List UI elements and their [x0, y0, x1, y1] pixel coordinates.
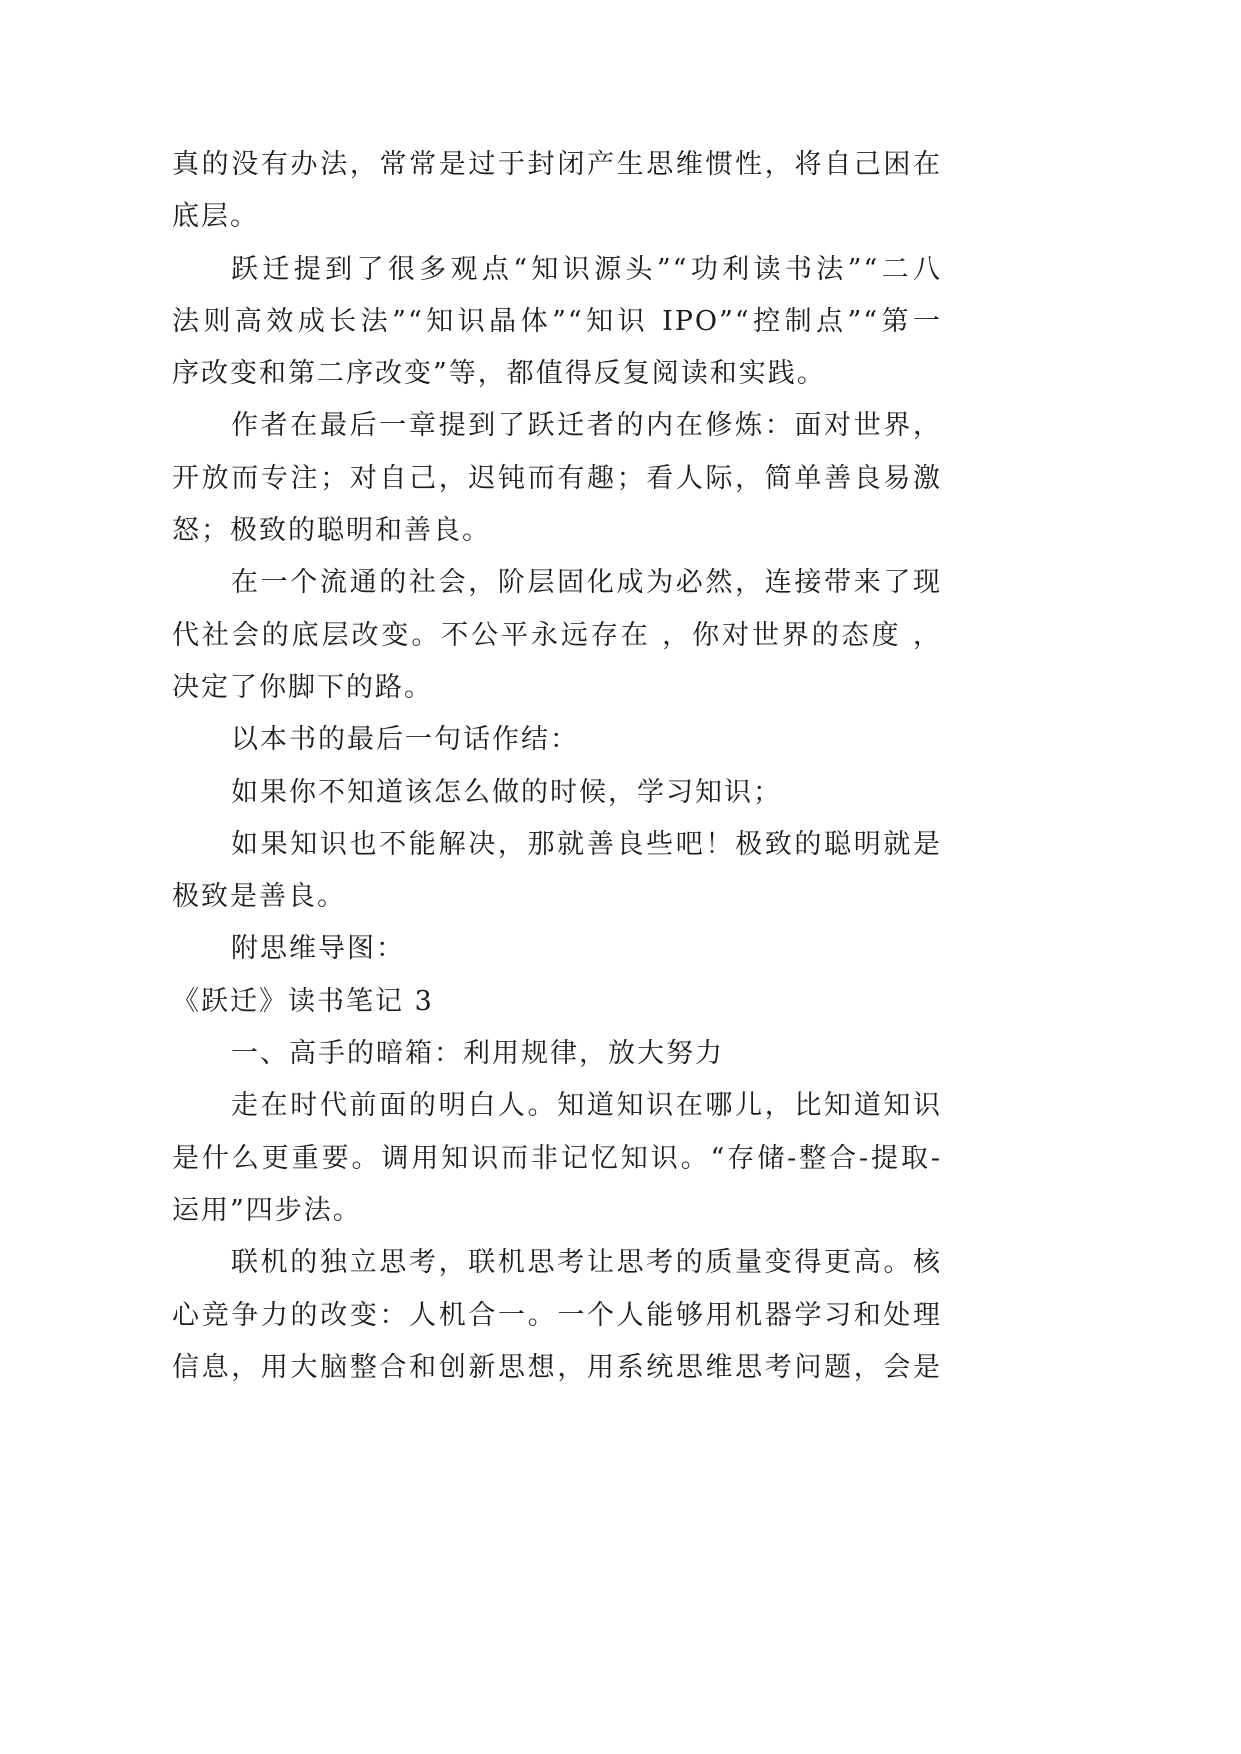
text-line: 是什么更重要。调用知识而非记忆知识。“存储-整合-提取- [172, 1142, 942, 1174]
paragraph [172, 923, 942, 975]
text-line: 底层。 [172, 201, 259, 233]
text-line: 附思维导图： [231, 933, 405, 965]
text-line: 序改变和第二序改变”等，都值得反复阅读和实践。 [172, 358, 826, 390]
text-line: 跃迁提到了很多观点“知识源头”“功利读书法”“二八 [231, 253, 942, 285]
text-line: 开放而专注；对自己，迟钝而有趣；看人际，简单善良易激 [172, 462, 942, 494]
text-line: 决定了你脚下的路。 [172, 671, 433, 703]
paragraph [172, 1080, 942, 1237]
text-line: 代社会的底层改变。不公平永远存在 ，你对世界的态度 ， [172, 619, 942, 651]
paragraph [172, 714, 942, 766]
paragraph [172, 1237, 942, 1394]
paragraph [172, 400, 942, 557]
text-line: 在一个流通的社会，阶层固化成为必然，连接带来了现 [231, 567, 942, 599]
paragraph [172, 557, 942, 714]
text-line: 如果你不知道该怎么做的时候，学习知识； [231, 776, 782, 808]
paragraph [172, 1028, 942, 1080]
text-line: 极致是善良。 [172, 881, 346, 913]
text-line: 心竞争力的改变：人机合一。一个人能够用机器学习和处理 [172, 1299, 942, 1331]
paragraph [172, 139, 942, 244]
text-line: 真的没有办法，常常是过于封闭产生思维惯性，将自己困在 [172, 149, 942, 180]
text-line: 运用”四步法。 [172, 1194, 362, 1226]
section-title: 《跃迁》读书笔记 3 [172, 985, 434, 1017]
text-line: 联机的独立思考，联机思考让思考的质量变得更高。核 [231, 1247, 942, 1279]
text-line: 走在时代前面的明白人。知道知识在哪儿，比知道知识 [231, 1090, 942, 1122]
text-line: 怒；极致的聪明和善良。 [172, 515, 491, 547]
text-line: 作者在最后一章提到了跃迁者的内在修炼：面对世界， [231, 410, 942, 442]
text-line: 一、高手的暗箱：利用规律，放大努力 [231, 1038, 724, 1070]
text-line: 以本书的最后一句话作结： [231, 724, 579, 756]
text-line: 信息，用大脑整合和创新思想，用系统思维思考问题，会是 [172, 1351, 942, 1383]
text-line: 法则高效成长法”“知识晶体”“知识 IPO”“控制点”“第一 [172, 305, 942, 337]
document-body [172, 139, 942, 1394]
paragraph [172, 819, 942, 924]
paragraph [172, 244, 942, 401]
paragraph [172, 767, 942, 819]
text-line: 如果知识也不能解决，那就善良些吧！极致的聪明就是 [231, 828, 942, 860]
